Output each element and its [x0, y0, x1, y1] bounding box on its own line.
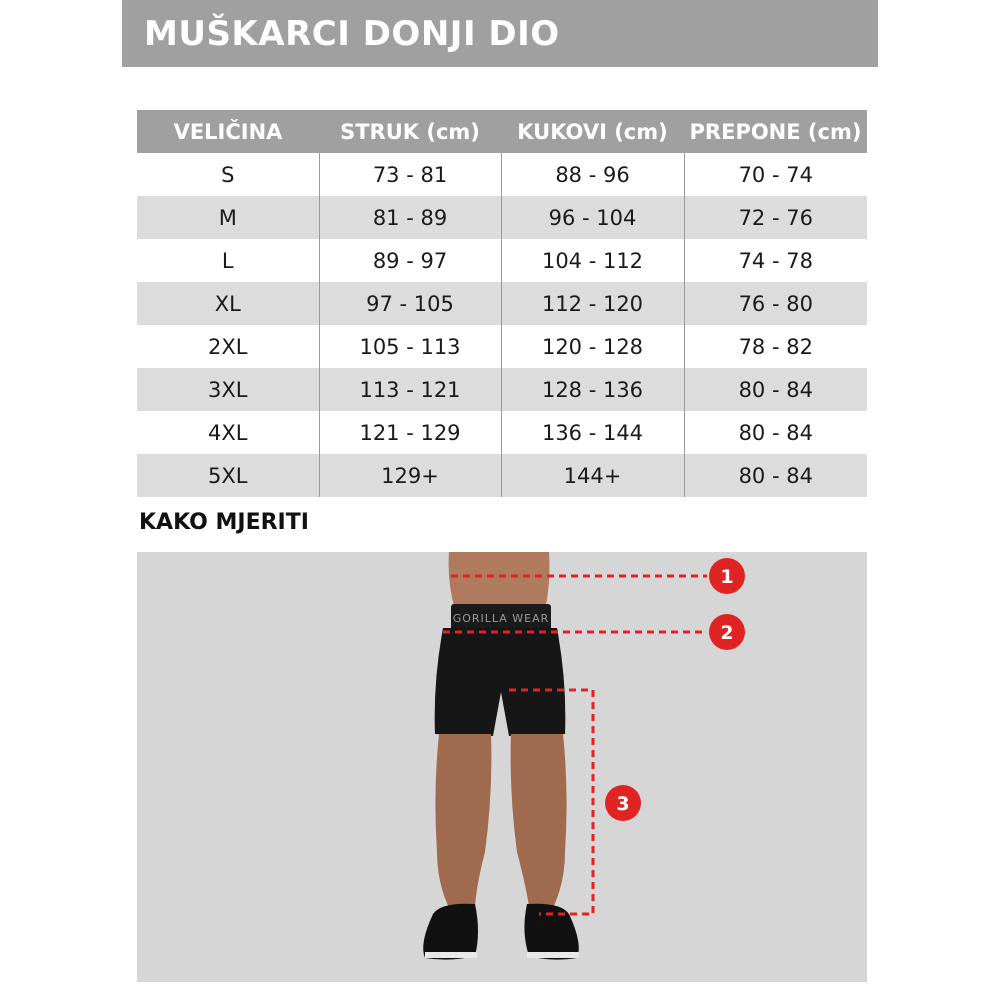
inseam-cell: 80 - 84: [684, 368, 867, 411]
hips-cell: 128 - 136: [501, 368, 684, 411]
inseam-cell: 78 - 82: [684, 325, 867, 368]
how-to-measure-heading: KAKO MJERITI: [139, 510, 309, 535]
table-row: [137, 368, 867, 411]
column-header-hips: KUKOVI (cm): [501, 110, 684, 153]
size-cell: XL: [137, 282, 319, 325]
table-row: [137, 454, 867, 497]
torso-shape: [449, 552, 550, 610]
inseam-cell: 72 - 76: [684, 196, 867, 239]
hips-cell: 120 - 128: [501, 325, 684, 368]
marker-2-label: 2: [720, 622, 734, 644]
left-shoe-shape: [423, 904, 478, 960]
hips-cell: 144+: [501, 454, 684, 497]
hips-cell: 104 - 112: [501, 239, 684, 282]
hips-cell: 112 - 120: [501, 282, 684, 325]
waistband-text: GORILLA WEAR: [452, 612, 550, 625]
right-shoe-shape: [524, 904, 578, 960]
table-row: [137, 282, 867, 325]
table-row: [137, 239, 867, 282]
waist-cell: 105 - 113: [319, 325, 501, 368]
shorts-shape: [435, 628, 566, 736]
size-cell: L: [137, 239, 319, 282]
marker-1-label: 1: [720, 566, 734, 588]
table-row: [137, 325, 867, 368]
title-banner: [122, 0, 878, 67]
inseam-cell: 80 - 84: [684, 454, 867, 497]
table-header-row: [137, 110, 867, 153]
hips-cell: 136 - 144: [501, 411, 684, 454]
marker-1: [709, 558, 745, 594]
right-sole-shape: [527, 952, 579, 958]
page-title: MUŠKARCI DONJI DIO: [144, 14, 560, 54]
size-cell: S: [137, 153, 319, 196]
inseam-cell: 74 - 78: [684, 239, 867, 282]
table-row: [137, 153, 867, 196]
size-cell: 4XL: [137, 411, 319, 454]
size-cell: 2XL: [137, 325, 319, 368]
column-header-size: VELIČINA: [137, 110, 319, 153]
table-row: [137, 196, 867, 239]
table-row: [137, 411, 867, 454]
left-sole-shape: [425, 952, 477, 958]
column-header-waist: STRUK (cm): [319, 110, 501, 153]
waist-cell: 73 - 81: [319, 153, 501, 196]
inseam-cell: 76 - 80: [684, 282, 867, 325]
waist-cell: 121 - 129: [319, 411, 501, 454]
waist-cell: 129+: [319, 454, 501, 497]
left-leg-shape: [435, 734, 491, 908]
marker-2: [709, 614, 745, 650]
marker-3: [605, 785, 641, 821]
waist-cell: 89 - 97: [319, 239, 501, 282]
waist-cell: 81 - 89: [319, 196, 501, 239]
marker-3-label: 3: [616, 793, 630, 815]
waist-cell: 97 - 105: [319, 282, 501, 325]
right-leg-shape: [511, 734, 567, 908]
model-illustration: [137, 552, 867, 982]
size-cell: 5XL: [137, 454, 319, 497]
waist-cell: 113 - 121: [319, 368, 501, 411]
size-table: [137, 110, 867, 497]
hips-cell: 96 - 104: [501, 196, 684, 239]
measurement-photo: [137, 552, 867, 982]
hips-cell: 88 - 96: [501, 153, 684, 196]
inseam-cell: 70 - 74: [684, 153, 867, 196]
size-cell: 3XL: [137, 368, 319, 411]
column-header-inseam: PREPONE (cm): [684, 110, 867, 153]
size-cell: M: [137, 196, 319, 239]
inseam-cell: 80 - 84: [684, 411, 867, 454]
